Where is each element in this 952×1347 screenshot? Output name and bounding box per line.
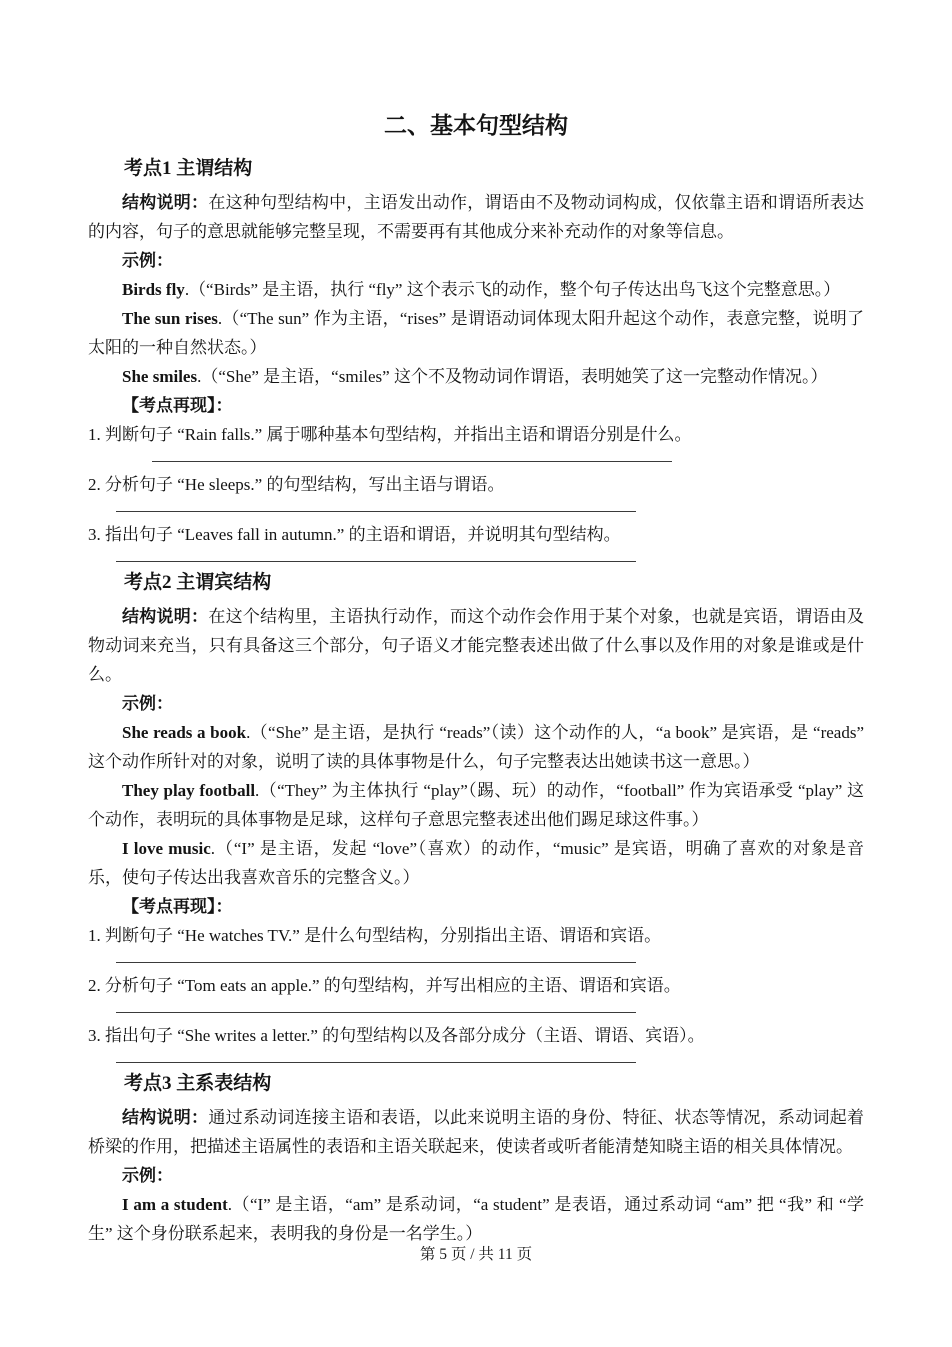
example-label: 示例：: [122, 694, 173, 713]
section-kaodian-3: [88, 1071, 864, 1248]
answer-line: [152, 461, 672, 462]
example-item: [88, 718, 864, 776]
page-footer: 第 5 页 / 共 11 页: [419, 1246, 533, 1263]
structure-desc: [88, 1103, 864, 1161]
answer-line: [116, 1012, 636, 1013]
example-sentence: They play football: [122, 781, 256, 800]
example-label: 示例：: [122, 1166, 173, 1185]
example-label: 示例：: [122, 251, 173, 270]
question-item: 2. 分析句子 “Tom eats an apple.” 的句型结构，并写出相应的主语、谓语和宾语。: [88, 976, 681, 995]
section-heading: 考点3 主系表结构: [124, 1073, 272, 1094]
example-sentence: She reads a book: [122, 723, 247, 742]
example-explanation: .（“They” 为主体执行 “play”（踢、玩）的动作，“football” 作为宾语承受 “play” 这个动作，表明玩的具体事物是足球，这样句子意思完整表述出他们踢足球这件事。）: [88, 781, 864, 829]
recap-label: 【考点再现】：: [122, 396, 233, 415]
answer-line: [116, 561, 636, 562]
example-explanation: .（“I” 是主语，“am” 是系动词，“a student” 是表语，通过系动词 “am” 把 “我” 和 “学生” 这个身份联系起来，表明我的身份是一名学生。）: [88, 1195, 864, 1243]
answer-line: [116, 1062, 636, 1063]
example-item: [88, 275, 864, 304]
example-sentence: I am a student: [122, 1195, 228, 1214]
section-heading: 考点2 主谓宾结构: [124, 572, 272, 593]
section-heading: 考点1 主谓结构: [124, 158, 253, 179]
recap-label: 【考点再现】：: [122, 897, 233, 916]
question-item: 3. 指出句子 “She writes a letter.” 的句型结构以及各部分成分（主语、谓语、宾语）。: [88, 1026, 705, 1045]
example-sentence: I love music: [122, 839, 211, 858]
desc-text: 在这种句型结构中，主语发出动作，谓语由不及物动词构成，仅依靠主语和谓语所表达的内容，句子的意思就能够完整呈现，不需要再有其他成分来补充动作的对象等信息。: [88, 193, 865, 241]
desc-text: 通过系动词连接主语和表语，以此来说明主语的身份、特征、状态等情况，系动词起着桥梁的作用，把描述主语属性的表语和主语关联起来，使读者或听者能清楚知晓主语的相关具体情况。: [88, 1108, 865, 1156]
section-kaodian-1: [88, 156, 864, 562]
example-explanation: .（“The sun” 作为主语，“rises” 是谓语动词体现太阳升起这个动作，表意完整，说明了太阳的一种自然状态。）: [88, 309, 864, 357]
desc-label: 结构说明：: [122, 607, 209, 626]
structure-desc: [88, 188, 864, 246]
example-item: [88, 834, 864, 892]
desc-text: 在这个结构里，主语执行动作，而这个动作会作用于某个对象，也就是宾语，谓语由及物动词来充当，只有具备这三个部分，句子语义才能完整表述出做了什么事以及作用的对象是谁或是什么。: [88, 607, 865, 684]
example-explanation: .（“She” 是主语，“smiles” 这个不及物动词作谓语，表明她笑了这一完整动作情况。）: [197, 367, 828, 386]
desc-label: 结构说明：: [122, 1108, 209, 1127]
example-sentence: Birds fly: [122, 280, 185, 299]
example-sentence: She smiles: [122, 367, 198, 386]
question-item: 1. 判断句子 “He watches TV.” 是什么句型结构，分别指出主语、谓语和宾语。: [88, 926, 662, 945]
page-title: 二、基本句型结构: [384, 113, 568, 138]
question-item: 2. 分析句子 “He sleeps.” 的句型结构，写出主语与谓语。: [88, 475, 505, 494]
answer-line: [116, 962, 636, 963]
example-item: [88, 362, 864, 391]
example-item: [88, 776, 864, 834]
desc-label: 结构说明：: [122, 193, 209, 212]
example-item: [88, 304, 864, 362]
section-kaodian-2: [88, 570, 864, 1063]
example-sentence: The sun rises: [122, 309, 218, 328]
answer-line: [116, 511, 636, 512]
example-explanation: .（“I” 是主语，发起 “love”（喜欢）的动作，“music” 是宾语，明确了喜欢的对象是音乐，使句子传达出我喜欢音乐的完整含义。）: [88, 839, 864, 887]
example-explanation: .（“She” 是主语，是执行 “reads”（读）这个动作的人，“a book” 是宾语，是 “reads” 这个动作所针对的对象，说明了读的具体事物是什么，句子完整表达出她读书这一意思。）: [88, 723, 865, 771]
structure-desc: [88, 602, 864, 689]
example-explanation: .（“Birds” 是主语，执行 “fly” 这个表示飞的动作，整个句子传达出鸟飞这个完整意思。）: [184, 280, 841, 299]
question-item: 3. 指出句子 “Leaves fall in autumn.” 的主语和谓语，并说明其句型结构。: [88, 525, 621, 544]
question-item: 1. 判断句子 “Rain falls.” 属于哪种基本句型结构，并指出主语和谓语分别是什么。: [88, 425, 692, 444]
